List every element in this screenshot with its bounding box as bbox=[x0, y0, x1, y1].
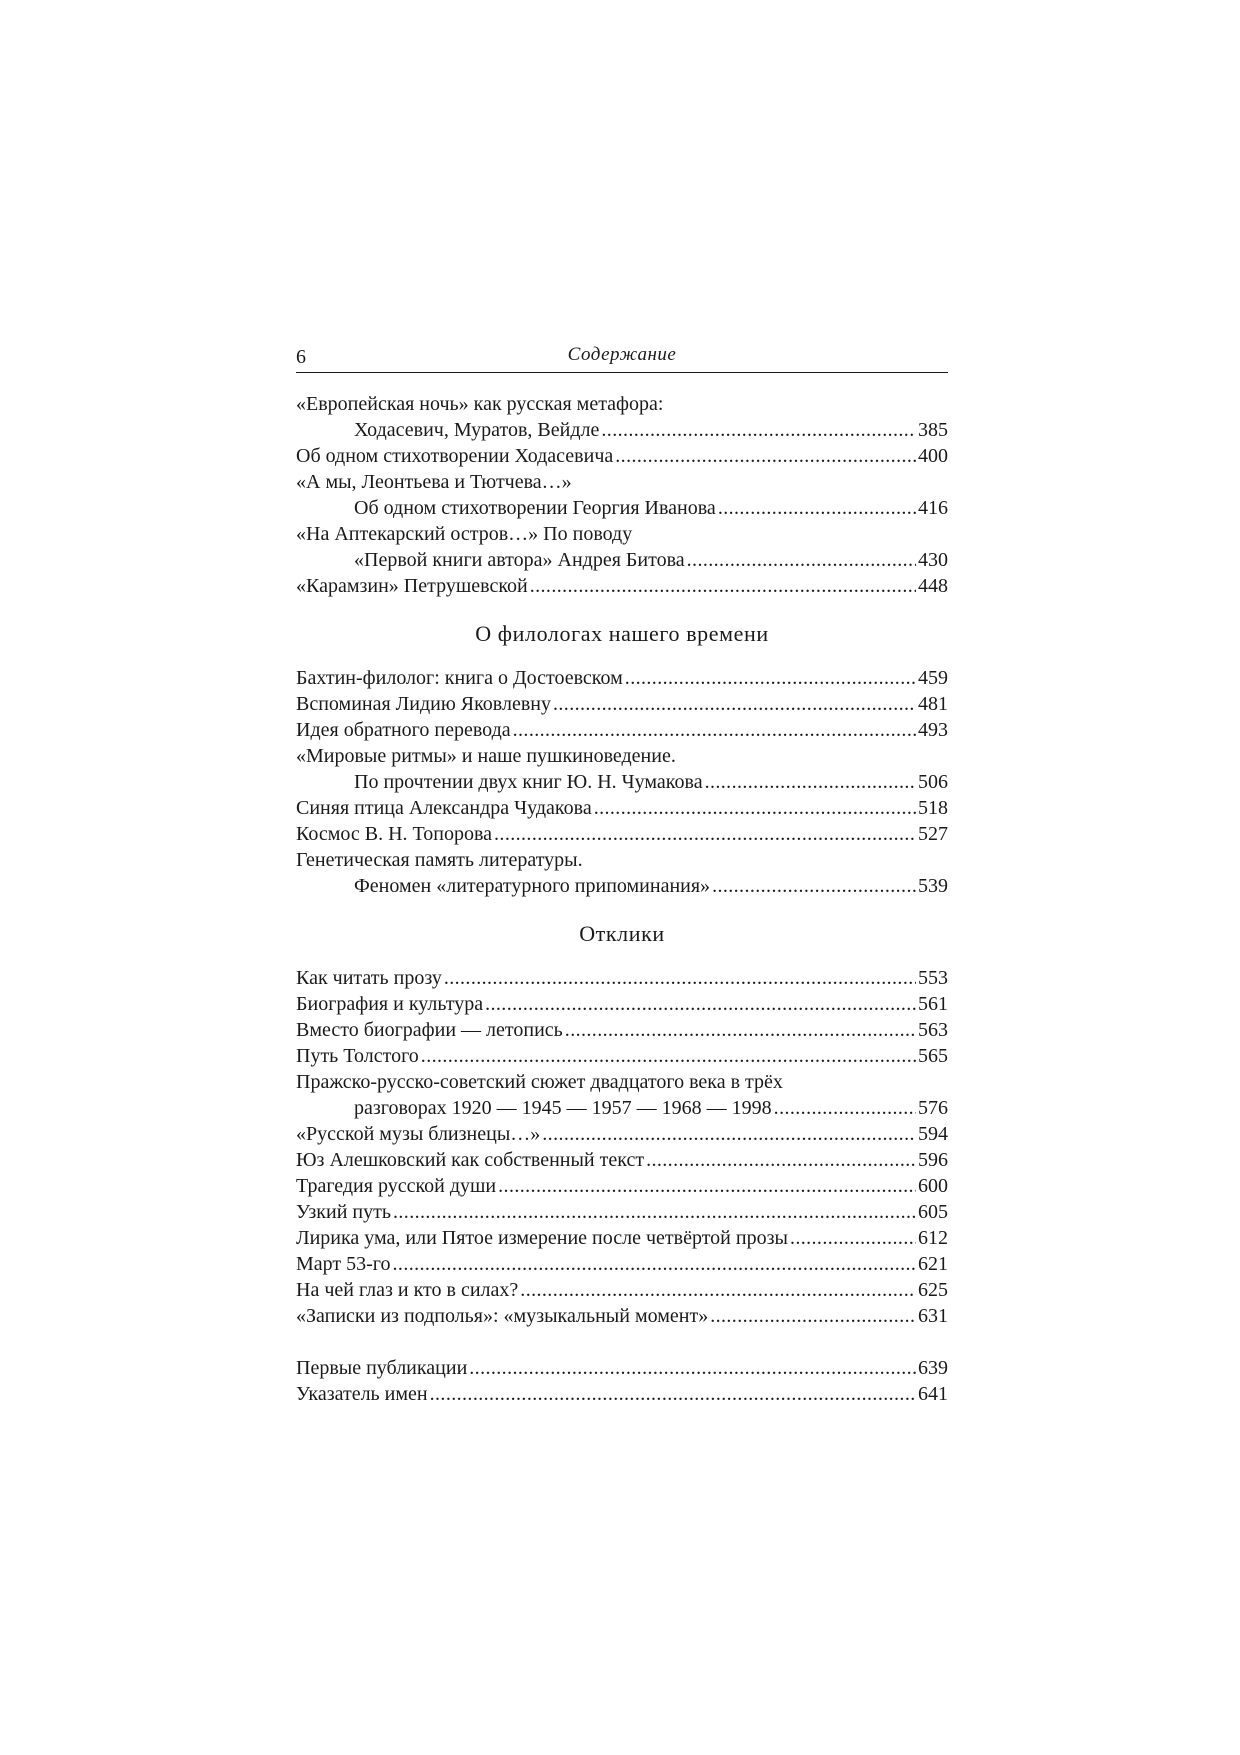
toc-entry bbox=[296, 1303, 948, 1329]
dot-leader bbox=[553, 691, 916, 717]
toc-page-number: 459 bbox=[918, 667, 948, 689]
toc-entry-line bbox=[296, 821, 948, 847]
toc-entry bbox=[296, 443, 948, 469]
toc-entry-title: По прочтении двух книг Ю. Н. Чумакова bbox=[354, 771, 703, 793]
dot-leader bbox=[565, 1017, 916, 1043]
toc-page-number: 625 bbox=[918, 1279, 948, 1301]
book-page bbox=[296, 338, 948, 1407]
toc-entry bbox=[296, 1251, 948, 1277]
toc-entry-title: «Мировые ритмы» и наше пушкиноведение. bbox=[296, 745, 676, 767]
toc-entry-line bbox=[296, 991, 948, 1017]
toc-page-number: 596 bbox=[918, 1149, 948, 1171]
dot-leader bbox=[520, 1277, 916, 1303]
toc-entry-title: Пражско-русско-советский сюжет двадцатого века в трёх bbox=[296, 1071, 783, 1093]
toc-page-number: 565 bbox=[918, 1045, 948, 1067]
toc-entry bbox=[296, 991, 948, 1017]
toc-page-number: 612 bbox=[918, 1227, 948, 1249]
toc-entry-line bbox=[296, 573, 948, 599]
toc-entry-line bbox=[296, 1225, 948, 1251]
toc-entry-title: Лирика ума, или Пятое измерение после четвёртой прозы bbox=[296, 1227, 788, 1249]
toc-entry bbox=[296, 965, 948, 991]
toc-entry-title: «Русской музы близнецы…» bbox=[296, 1123, 541, 1145]
toc-entry-title: Узкий путь bbox=[296, 1201, 391, 1223]
toc-page-number: 448 bbox=[918, 575, 948, 597]
toc-entry bbox=[296, 665, 948, 691]
toc-page-number: 605 bbox=[918, 1201, 948, 1223]
toc-page-number: 416 bbox=[918, 497, 948, 519]
toc-entry bbox=[296, 1381, 948, 1407]
toc-entry-title: Генетическая память литературы. bbox=[296, 849, 583, 871]
toc-entry-line bbox=[296, 417, 948, 443]
toc-entry-title: Об одном стихотворении Ходасевича bbox=[296, 445, 614, 467]
toc-entry-line bbox=[296, 1043, 948, 1069]
toc-entry bbox=[296, 521, 948, 573]
toc-entry-title: Юз Алешковский как собственный текст bbox=[296, 1149, 645, 1171]
toc-group-appendix bbox=[296, 1355, 948, 1407]
toc-entry-title: «На Аптекарский остров…» По поводу bbox=[296, 523, 633, 545]
dot-leader bbox=[625, 665, 916, 691]
toc-entry-line bbox=[296, 1173, 948, 1199]
toc-page-number: 576 bbox=[918, 1097, 948, 1119]
toc-entry bbox=[296, 1225, 948, 1251]
toc-entry-line bbox=[296, 391, 948, 417]
toc-entry-line bbox=[296, 717, 948, 743]
toc-entry-line bbox=[296, 521, 948, 547]
toc-entry-title: «Карамзин» Петрушевской bbox=[296, 575, 528, 597]
toc-entry-line bbox=[296, 495, 948, 521]
toc-group-philologists bbox=[296, 665, 948, 899]
page-number: 6 bbox=[296, 346, 306, 368]
toc-entry-line bbox=[296, 965, 948, 991]
dot-leader bbox=[774, 1095, 916, 1121]
toc-page-number: 539 bbox=[918, 875, 948, 897]
toc-entry-title: Указатель имен bbox=[296, 1383, 428, 1405]
toc-entry-line bbox=[296, 1381, 948, 1407]
toc-entry-title: Бахтин-филолог: книга о Достоевском bbox=[296, 667, 623, 689]
dot-leader bbox=[542, 1121, 916, 1147]
toc-entry-title: Трагедия русской души bbox=[296, 1175, 497, 1197]
dot-leader bbox=[393, 1251, 916, 1277]
toc-entry-line bbox=[296, 743, 948, 769]
toc-entry-line bbox=[296, 1355, 948, 1381]
toc-page-number: 561 bbox=[918, 993, 948, 1015]
dot-leader bbox=[687, 547, 916, 573]
toc-page-number: 400 bbox=[918, 445, 948, 467]
toc-entry bbox=[296, 469, 948, 521]
toc-entry bbox=[296, 847, 948, 899]
dot-leader bbox=[494, 821, 916, 847]
dot-leader bbox=[498, 1173, 916, 1199]
toc-entry-title: На чей глаз и кто в силах? bbox=[296, 1279, 519, 1301]
toc-page-number: 563 bbox=[918, 1019, 948, 1041]
toc-page-number: 621 bbox=[918, 1253, 948, 1275]
toc-entry-line bbox=[296, 847, 948, 873]
dot-leader bbox=[530, 573, 916, 599]
toc-entry-title: Об одном стихотворении Георгия Иванова bbox=[354, 497, 716, 519]
toc-entry-title: Первые публикации bbox=[296, 1357, 468, 1379]
dot-leader bbox=[646, 1147, 916, 1173]
dot-leader bbox=[594, 795, 916, 821]
toc-entry bbox=[296, 1277, 948, 1303]
toc-entry-title: «А мы, Леонтьева и Тютчева…» bbox=[296, 471, 572, 493]
dot-leader bbox=[705, 769, 916, 795]
dot-leader bbox=[421, 1043, 916, 1069]
toc-entry-title: Вместо биографии — летопись bbox=[296, 1019, 563, 1041]
toc-entry bbox=[296, 573, 948, 599]
toc-entry-line bbox=[296, 469, 948, 495]
dot-leader bbox=[393, 1199, 916, 1225]
toc-entry bbox=[296, 1043, 948, 1069]
toc-entry-title: Феномен «литературного припоминания» bbox=[354, 875, 711, 897]
dot-leader bbox=[430, 1381, 916, 1407]
toc-page-number: 600 bbox=[918, 1175, 948, 1197]
spacer bbox=[296, 1329, 948, 1355]
toc-entry-title: Биография и культура bbox=[296, 993, 484, 1015]
toc-entry bbox=[296, 1199, 948, 1225]
toc-group-1 bbox=[296, 391, 948, 599]
toc-entry-title: Март 53-го bbox=[296, 1253, 391, 1275]
toc-entry-title: Синяя птица Александра Чудакова bbox=[296, 797, 592, 819]
toc-group-responses bbox=[296, 965, 948, 1329]
running-title: Содержание bbox=[567, 344, 677, 365]
dot-leader bbox=[485, 991, 916, 1017]
toc-page-number: 481 bbox=[918, 693, 948, 715]
toc-entry-title: Космос В. Н. Топорова bbox=[296, 823, 493, 845]
toc-page-number: 518 bbox=[918, 797, 948, 819]
toc-page-number: 527 bbox=[918, 823, 948, 845]
dot-leader bbox=[469, 1355, 916, 1381]
toc-entry-line bbox=[296, 1095, 948, 1121]
toc-page-number: 506 bbox=[918, 771, 948, 793]
toc-entry bbox=[296, 1147, 948, 1173]
section-heading-responses: Отклики bbox=[579, 921, 665, 946]
dot-leader bbox=[444, 965, 916, 991]
toc-page-number: 553 bbox=[918, 967, 948, 989]
toc-page-number: 594 bbox=[918, 1123, 948, 1145]
toc-entry-title: Путь Толстого bbox=[296, 1045, 419, 1067]
toc-entry-title: Идея обратного перевода bbox=[296, 719, 511, 741]
toc-entry-title: «Первой книги автора» Андрея Битова bbox=[354, 549, 685, 571]
toc-entry-line bbox=[296, 769, 948, 795]
toc-entry-title: Вспоминая Лидию Яковлевну bbox=[296, 693, 551, 715]
toc-entry bbox=[296, 691, 948, 717]
dot-leader bbox=[601, 417, 916, 443]
section-heading-philologists: О филологах нашего времени bbox=[475, 621, 769, 646]
toc-entry-line bbox=[296, 547, 948, 573]
toc-entry-line bbox=[296, 1303, 948, 1329]
toc-entry-line bbox=[296, 691, 948, 717]
toc-page-number: 641 bbox=[918, 1383, 948, 1405]
toc-entry-line bbox=[296, 873, 948, 899]
toc-entry bbox=[296, 1355, 948, 1381]
table-of-contents bbox=[296, 391, 948, 1407]
dot-leader bbox=[718, 495, 916, 521]
dot-leader bbox=[790, 1225, 916, 1251]
toc-entry-title: Ходасевич, Муратов, Вейдле bbox=[354, 419, 600, 441]
toc-entry-line bbox=[296, 1199, 948, 1225]
toc-entry-title: «Европейская ночь» как русская метафора: bbox=[296, 393, 664, 415]
toc-page-number: 385 bbox=[918, 419, 948, 441]
dot-leader bbox=[712, 873, 916, 899]
dot-leader bbox=[513, 717, 916, 743]
toc-entry-line bbox=[296, 1147, 948, 1173]
toc-entry-line bbox=[296, 665, 948, 691]
toc-entry bbox=[296, 1173, 948, 1199]
toc-page-number: 639 bbox=[918, 1357, 948, 1379]
toc-entry-line bbox=[296, 1121, 948, 1147]
toc-entry-title: Как читать прозу bbox=[296, 967, 442, 989]
toc-entry-line bbox=[296, 1251, 948, 1277]
toc-page-number: 631 bbox=[918, 1305, 948, 1327]
toc-entry-line bbox=[296, 1277, 948, 1303]
running-head bbox=[296, 338, 948, 373]
toc-entry bbox=[296, 1017, 948, 1043]
toc-entry-title: разговорах 1920 — 1945 — 1957 — 1968 — 1998 bbox=[354, 1097, 772, 1119]
toc-entry bbox=[296, 743, 948, 795]
toc-entry bbox=[296, 1069, 948, 1121]
toc-entry bbox=[296, 391, 948, 443]
toc-page-number: 493 bbox=[918, 719, 948, 741]
toc-entry-line bbox=[296, 795, 948, 821]
toc-page-number: 430 bbox=[918, 549, 948, 571]
toc-entry bbox=[296, 717, 948, 743]
toc-entry-title: «Записки из подполья»: «музыкальный момент» bbox=[296, 1305, 709, 1327]
dot-leader bbox=[710, 1303, 916, 1329]
toc-entry-line bbox=[296, 1069, 948, 1095]
toc-entry bbox=[296, 821, 948, 847]
toc-entry bbox=[296, 795, 948, 821]
toc-entry-line bbox=[296, 443, 948, 469]
dot-leader bbox=[615, 443, 916, 469]
toc-entry bbox=[296, 1121, 948, 1147]
toc-entry-line bbox=[296, 1017, 948, 1043]
